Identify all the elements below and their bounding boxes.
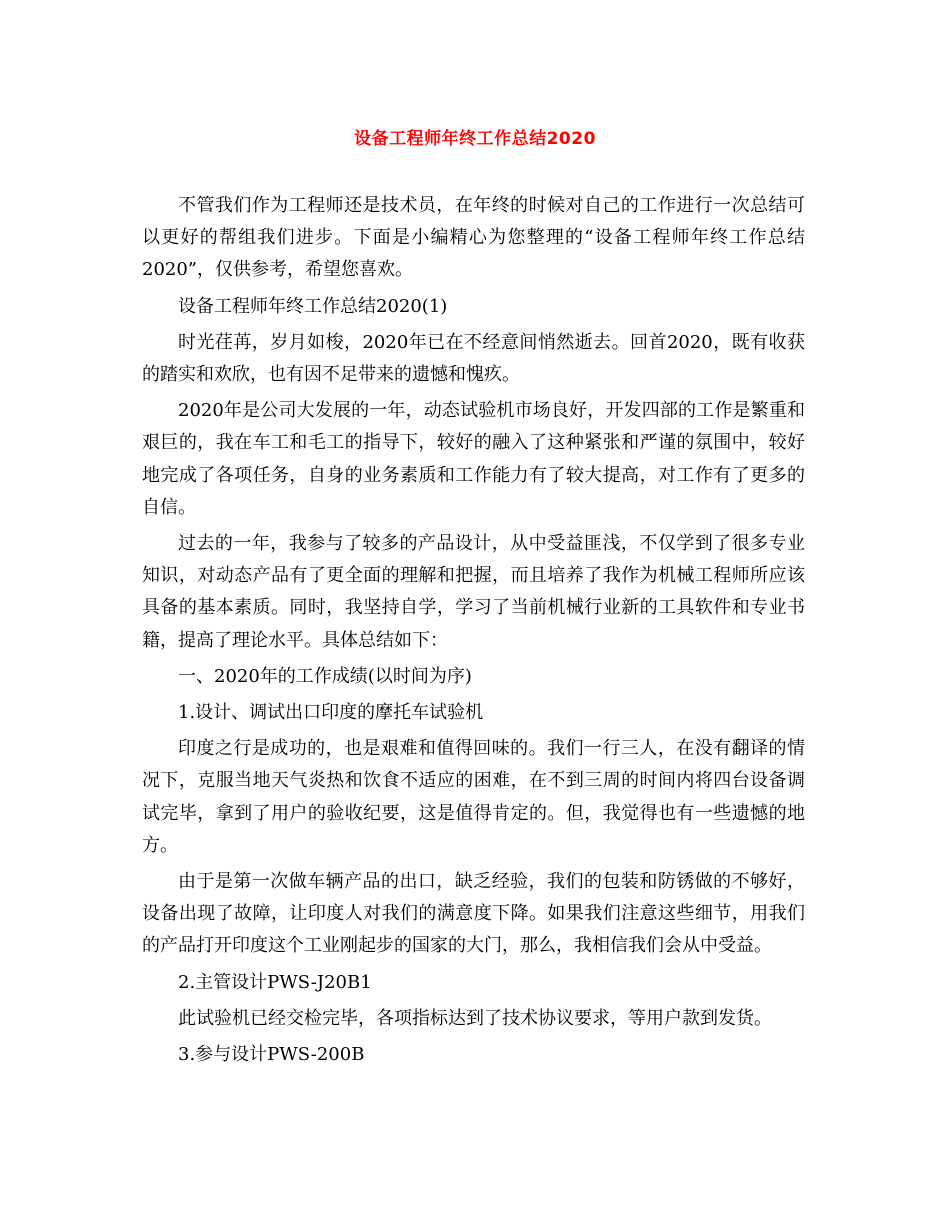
document-title: 设备工程师年终工作总结2020 bbox=[354, 129, 596, 149]
paragraph: 由于是第一次做车辆产品的出口，缺乏经验，我们的包装和防锈做的不够好，设备出现了故障，让印度人对我们的满意度下降。如果我们注意这些细节，用我们的产品打开印度这个工业刚起步的国家的大门，那么，我相信我们会从中受益。 bbox=[142, 871, 805, 957]
paragraph-intro: 不管我们作为工程师还是技术员，在年终的时候对自己的工作进行一次总结可以更好的帮组我们进步。下面是小编精心为您整理的“设备工程师年终工作总结2020”，仅供参考，希望您喜欢。 bbox=[142, 195, 805, 281]
paragraph: 2020年是公司大发展的一年，动态试验机市场良好，开发四部的工作是繁重和艰巨的，我在车工和毛工的指导下，较好的融入了这种紧张和严谨的氛围中，较好地完成了各项任务，自身的业务素质和工作能力有了较大提高，对工作有了更多的自信。 bbox=[142, 400, 805, 518]
paragraph: 此试验机已经交检完毕，各项指标达到了技术协议要求，等用户款到发货。 bbox=[178, 1007, 772, 1029]
section-heading: 一、2020年的工作成绩(以时间为序) bbox=[178, 665, 472, 687]
paragraph: 时光荏苒，岁月如梭，2020年已在不经意间悄然逝去。回首2020，既有收获的踏实和欢欣，也有因不足带来的遗憾和愧疚。 bbox=[142, 331, 805, 386]
section-heading: 设备工程师年终工作总结2020(1) bbox=[178, 295, 448, 317]
paragraph: 印度之行是成功的，也是艰难和值得回味的。我们一行三人，在没有翻译的情况下，克服当地天气炎热和饮食不适应的困难，在不到三周的时间内将四台设备调试完毕，拿到了用户的验收纪要，这是值得肯定的。但，我觉得也有一些遗憾的地方。 bbox=[142, 738, 805, 856]
paragraph: 过去的一年，我参与了较多的产品设计，从中受益匪浅，不仅学到了很多专业知识，对动态产品有了更全面的理解和把握，而且培养了我作为机械工程师所应该具备的基本素质。同时，我坚持自学，学习了当前机械行业新的工具软件和专业书籍，提高了理论水平。具体总结如下： bbox=[142, 533, 805, 651]
item-heading: 2.主管设计PWS-J20B1 bbox=[178, 971, 372, 993]
document-body bbox=[142, 190, 805, 1075]
item-heading: 1.设计、调试出口印度的摩托车试验机 bbox=[178, 702, 484, 724]
item-heading: 3.参与设计PWS-200B bbox=[178, 1044, 365, 1066]
